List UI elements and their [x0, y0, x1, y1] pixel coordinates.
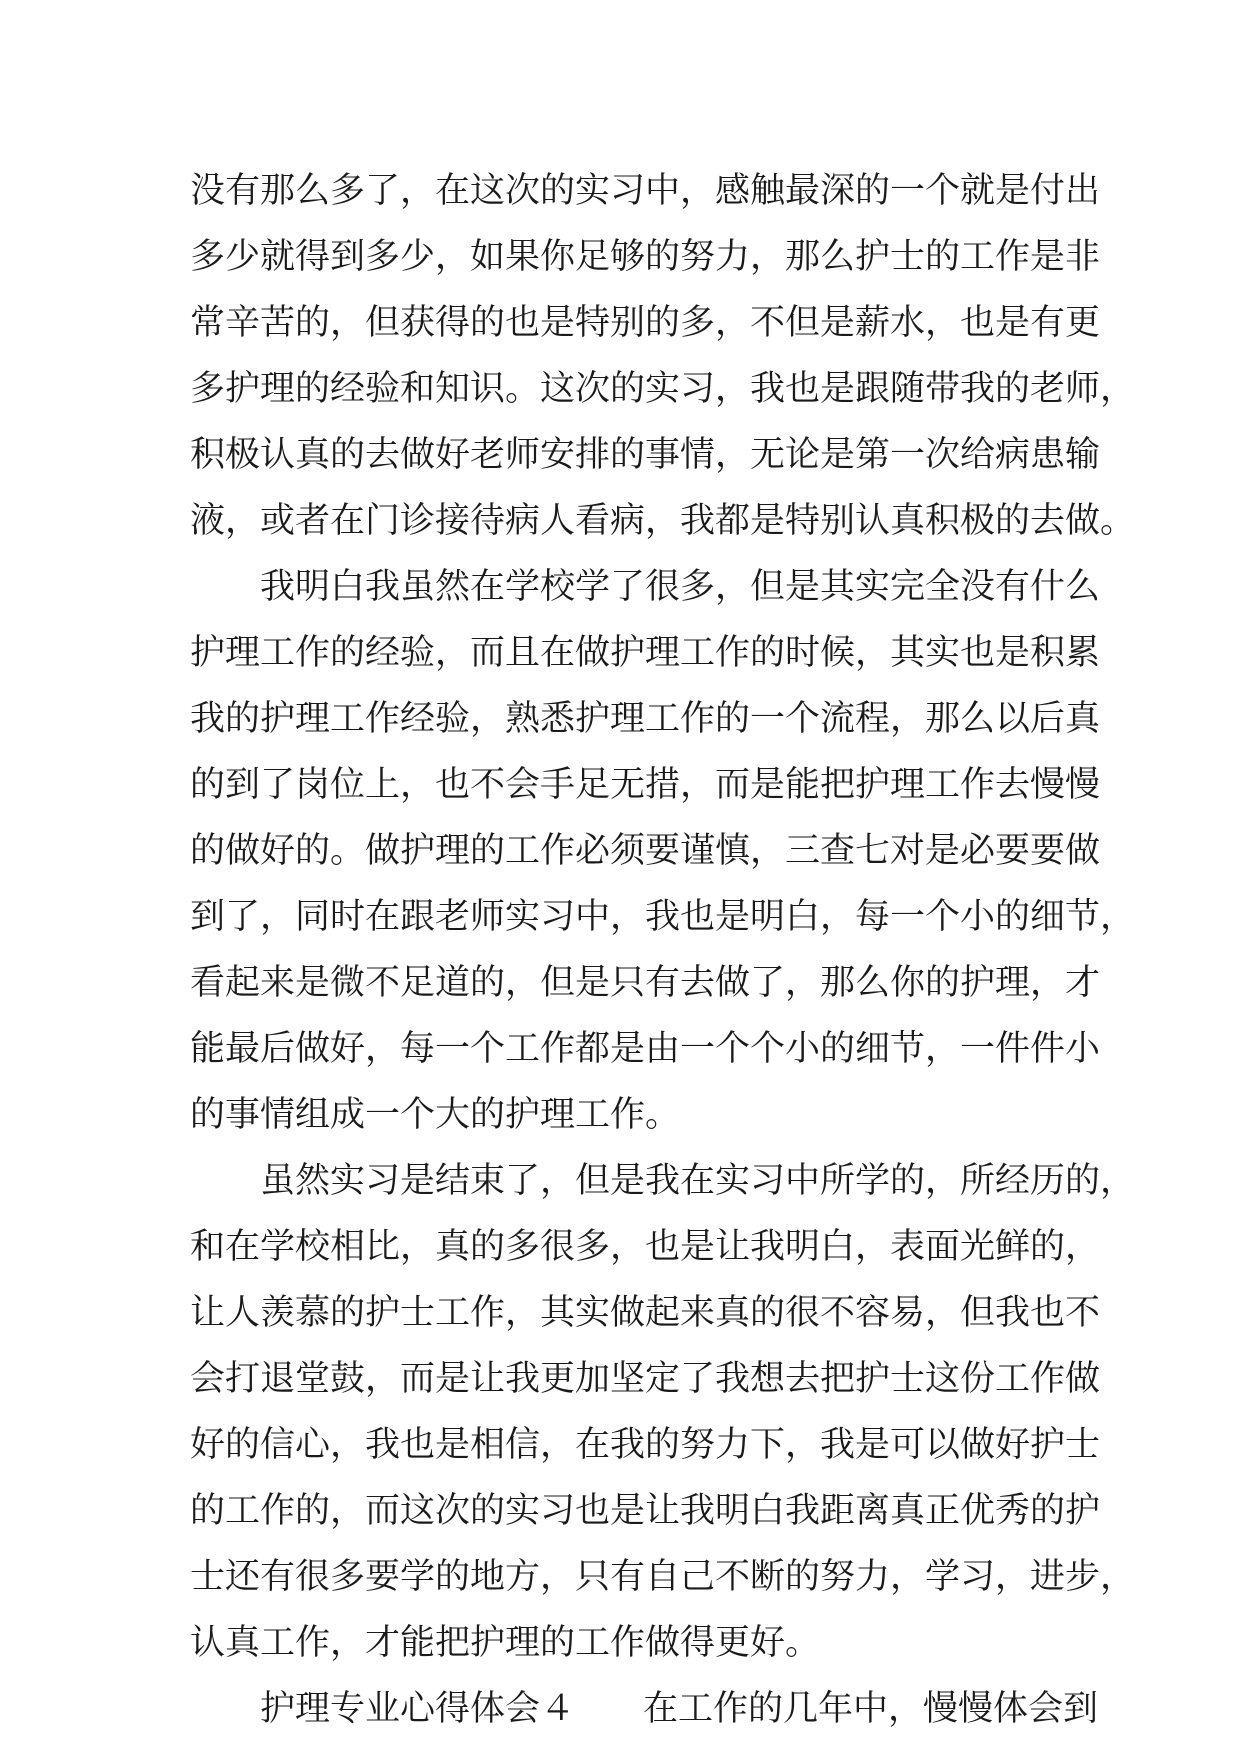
text-line: 的事情组成一个大的护理工作。: [190, 1095, 681, 1135]
section-4-first-line: 在工作的几年中，慢慢体会到: [643, 1689, 1099, 1729]
text-line: 积极认真的去做好老师安排的事情，无论是第一次给病患输: [190, 435, 1101, 475]
text-line: 我明白我虽然在学校学了很多，但是其实完全没有什么: [260, 567, 1101, 607]
text-line: 的到了岗位上，也不会手足无措，而是能把护理工作去慢慢: [190, 765, 1101, 805]
text-line: 虽然实习是结束了，但是我在实习中所学的，所经历的，: [260, 1161, 1136, 1201]
text-line: 多护理的经验和知识。这次的实习，我也是跟随带我的老师，: [190, 369, 1136, 409]
text-line: 看起来是微不足道的，但是只有去做了，那么你的护理，才: [190, 963, 1101, 1003]
text-line: 士还有很多要学的地方，只有自己不断的努力，学习，进步，: [190, 1557, 1136, 1597]
text-line: 认真工作，才能把护理的工作做得更好。: [190, 1623, 821, 1663]
text-line: 会打退堂鼓，而是让我更加坚定了我想去把护士这份工作做: [190, 1359, 1101, 1399]
text-line: 到了，同时在跟老师实习中，我也是明白，每一个小的细节，: [190, 897, 1136, 937]
text-line: 好的信心，我也是相信，在我的努力下，我是可以做好护士: [190, 1425, 1101, 1465]
text-line: 的工作的，而这次的实习也是让我明白我距离真正优秀的护: [190, 1491, 1101, 1531]
section-heading: 护理专业心得体会４: [260, 1689, 576, 1729]
text-line: 我的护理工作经验，熟悉护理工作的一个流程，那么以后真: [190, 699, 1101, 739]
text-line: 的做好的。做护理的工作必须要谨慎，三查七对是必要要做: [190, 831, 1101, 871]
text-line: 没有那么多了，在这次的实习中，感触最深的一个就是付出: [190, 171, 1101, 211]
document-body: [190, 158, 1136, 1742]
paragraph-2: [190, 554, 1136, 1148]
paragraph-3: [190, 1148, 1136, 1676]
text-line: 多少就得到多少，如果你足够的努力，那么护士的工作是非: [190, 237, 1101, 277]
paragraph-1: [190, 158, 1136, 554]
section-4-line: [190, 1676, 1099, 1742]
text-line: 常辛苦的，但获得的也是特别的多，不但是薪水，也是有更: [190, 303, 1101, 343]
text-line: 护理工作的经验，而且在做护理工作的时候，其实也是积累: [190, 633, 1101, 673]
text-line: 让人羡慕的护士工作，其实做起来真的很不容易，但我也不: [190, 1293, 1101, 1333]
text-line: 能最后做好，每一个工作都是由一个个小的细节，一件件小: [190, 1029, 1101, 1069]
text-line: 和在学校相比，真的多很多，也是让我明白，表面光鲜的，: [190, 1227, 1101, 1267]
section-4: [190, 1676, 1099, 1742]
text-line: 液，或者在门诊接待病人看病，我都是特别认真积极的去做。: [190, 501, 1136, 541]
